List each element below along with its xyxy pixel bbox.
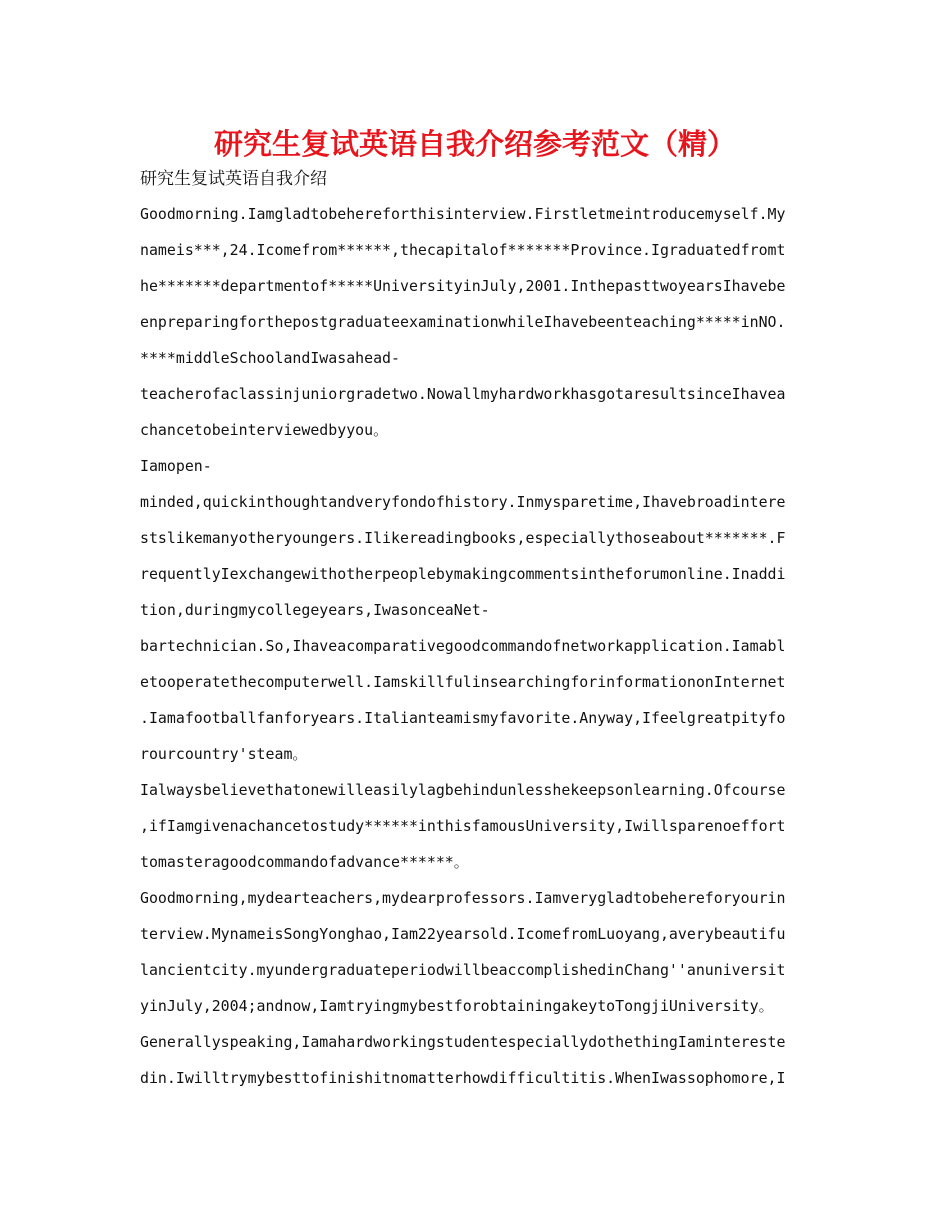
text-line: Goodmorning.Iamgladtobehereforthisinterview.Firstletmeintroducemyself.My — [140, 205, 786, 223]
document-title: 研究生复试英语自我介绍参考范文（精） — [213, 127, 736, 161]
text-line: tomasteragoodcommandofadvance******。 — [140, 853, 469, 871]
text-line: ,ifIamgivenachancetostudy******inthisfamousUniversity,Iwillsparenoeffort — [140, 817, 786, 835]
text-line: tion,duringmycollegeyears,IwasonceaNet- — [140, 601, 490, 619]
text-line: bartechnician.So,Ihaveacomparativegoodcommandofnetworkapplication.Iamabl — [140, 637, 786, 655]
text-line: minded,quickinthoughtandveryfondofhistory.Inmysparetime,Ihavebroadintere — [140, 493, 786, 511]
text-line: enpreparingforthepostgraduateexaminationwhileIhavebeenteaching*****inNO. — [140, 313, 786, 331]
text-line: stslikemanyotheryoungers.Ilikereadingbooks,especiallythoseabout*******.F — [140, 529, 786, 547]
text-line: Ialwaysbelievethatonewilleasilylagbehindunlesshekeepsonlearning.Ofcourse — [140, 781, 786, 799]
text-line: .Iamafootballfanforyears.Italianteamismyfavorite.Anyway,Ifeelgreatpityfo — [140, 709, 786, 727]
text-line: rourcountry'steam。 — [140, 745, 308, 763]
text-line: etooperatethecomputerwell.IamskillfulinsearchingforinformationonInternet — [140, 673, 786, 691]
text-line: nameis***,24.Icomefrom******,thecapitalof*******Province.Igraduatedfromt — [140, 241, 786, 259]
text-line: chancetobeinterviewedbyyou。 — [140, 421, 388, 439]
text-line: din.Iwilltrymybesttofinishitnomatterhowdifficultitis.WhenIwassophomore,I — [140, 1069, 786, 1087]
text-line: teacherofaclassinjuniorgradetwo.NowallmyhardworkhasgotaresultsinceIhavea — [140, 385, 786, 403]
text-line: lancientcity.myundergraduateperiodwillbeaccomplishedinChang''anuniversit — [140, 961, 786, 979]
text-line: requentlyIexchangewithotherpeoplebymakingcommentsintheforumonline.Inaddi — [140, 565, 786, 583]
text-line: he*******departmentof*****UniversityinJuly,2001.InthepasttwoyearsIhavebe — [140, 277, 786, 295]
document-subtitle: 研究生复试英语自我介绍 — [140, 169, 327, 189]
text-line: Goodmorning,mydearteachers,mydearprofessors.Iamverygladtobehereforyourin — [140, 889, 786, 907]
text-line: terview.MynameisSongYonghao,Iam22yearsold.IcomefromLuoyang,averybeautifu — [140, 925, 786, 943]
text-line: Iamopen- — [140, 457, 212, 475]
text-line: yinJuly,2004;andnow,IamtryingmybestforobtainingakeytoTongjiUniversity。 — [140, 997, 774, 1015]
body-text — [140, 200, 812, 1100]
text-line: ****middleSchoolandIwasahead- — [140, 349, 400, 367]
text-line: Generallyspeaking,IamahardworkingstudentespeciallydothethingIamintereste — [140, 1033, 786, 1051]
